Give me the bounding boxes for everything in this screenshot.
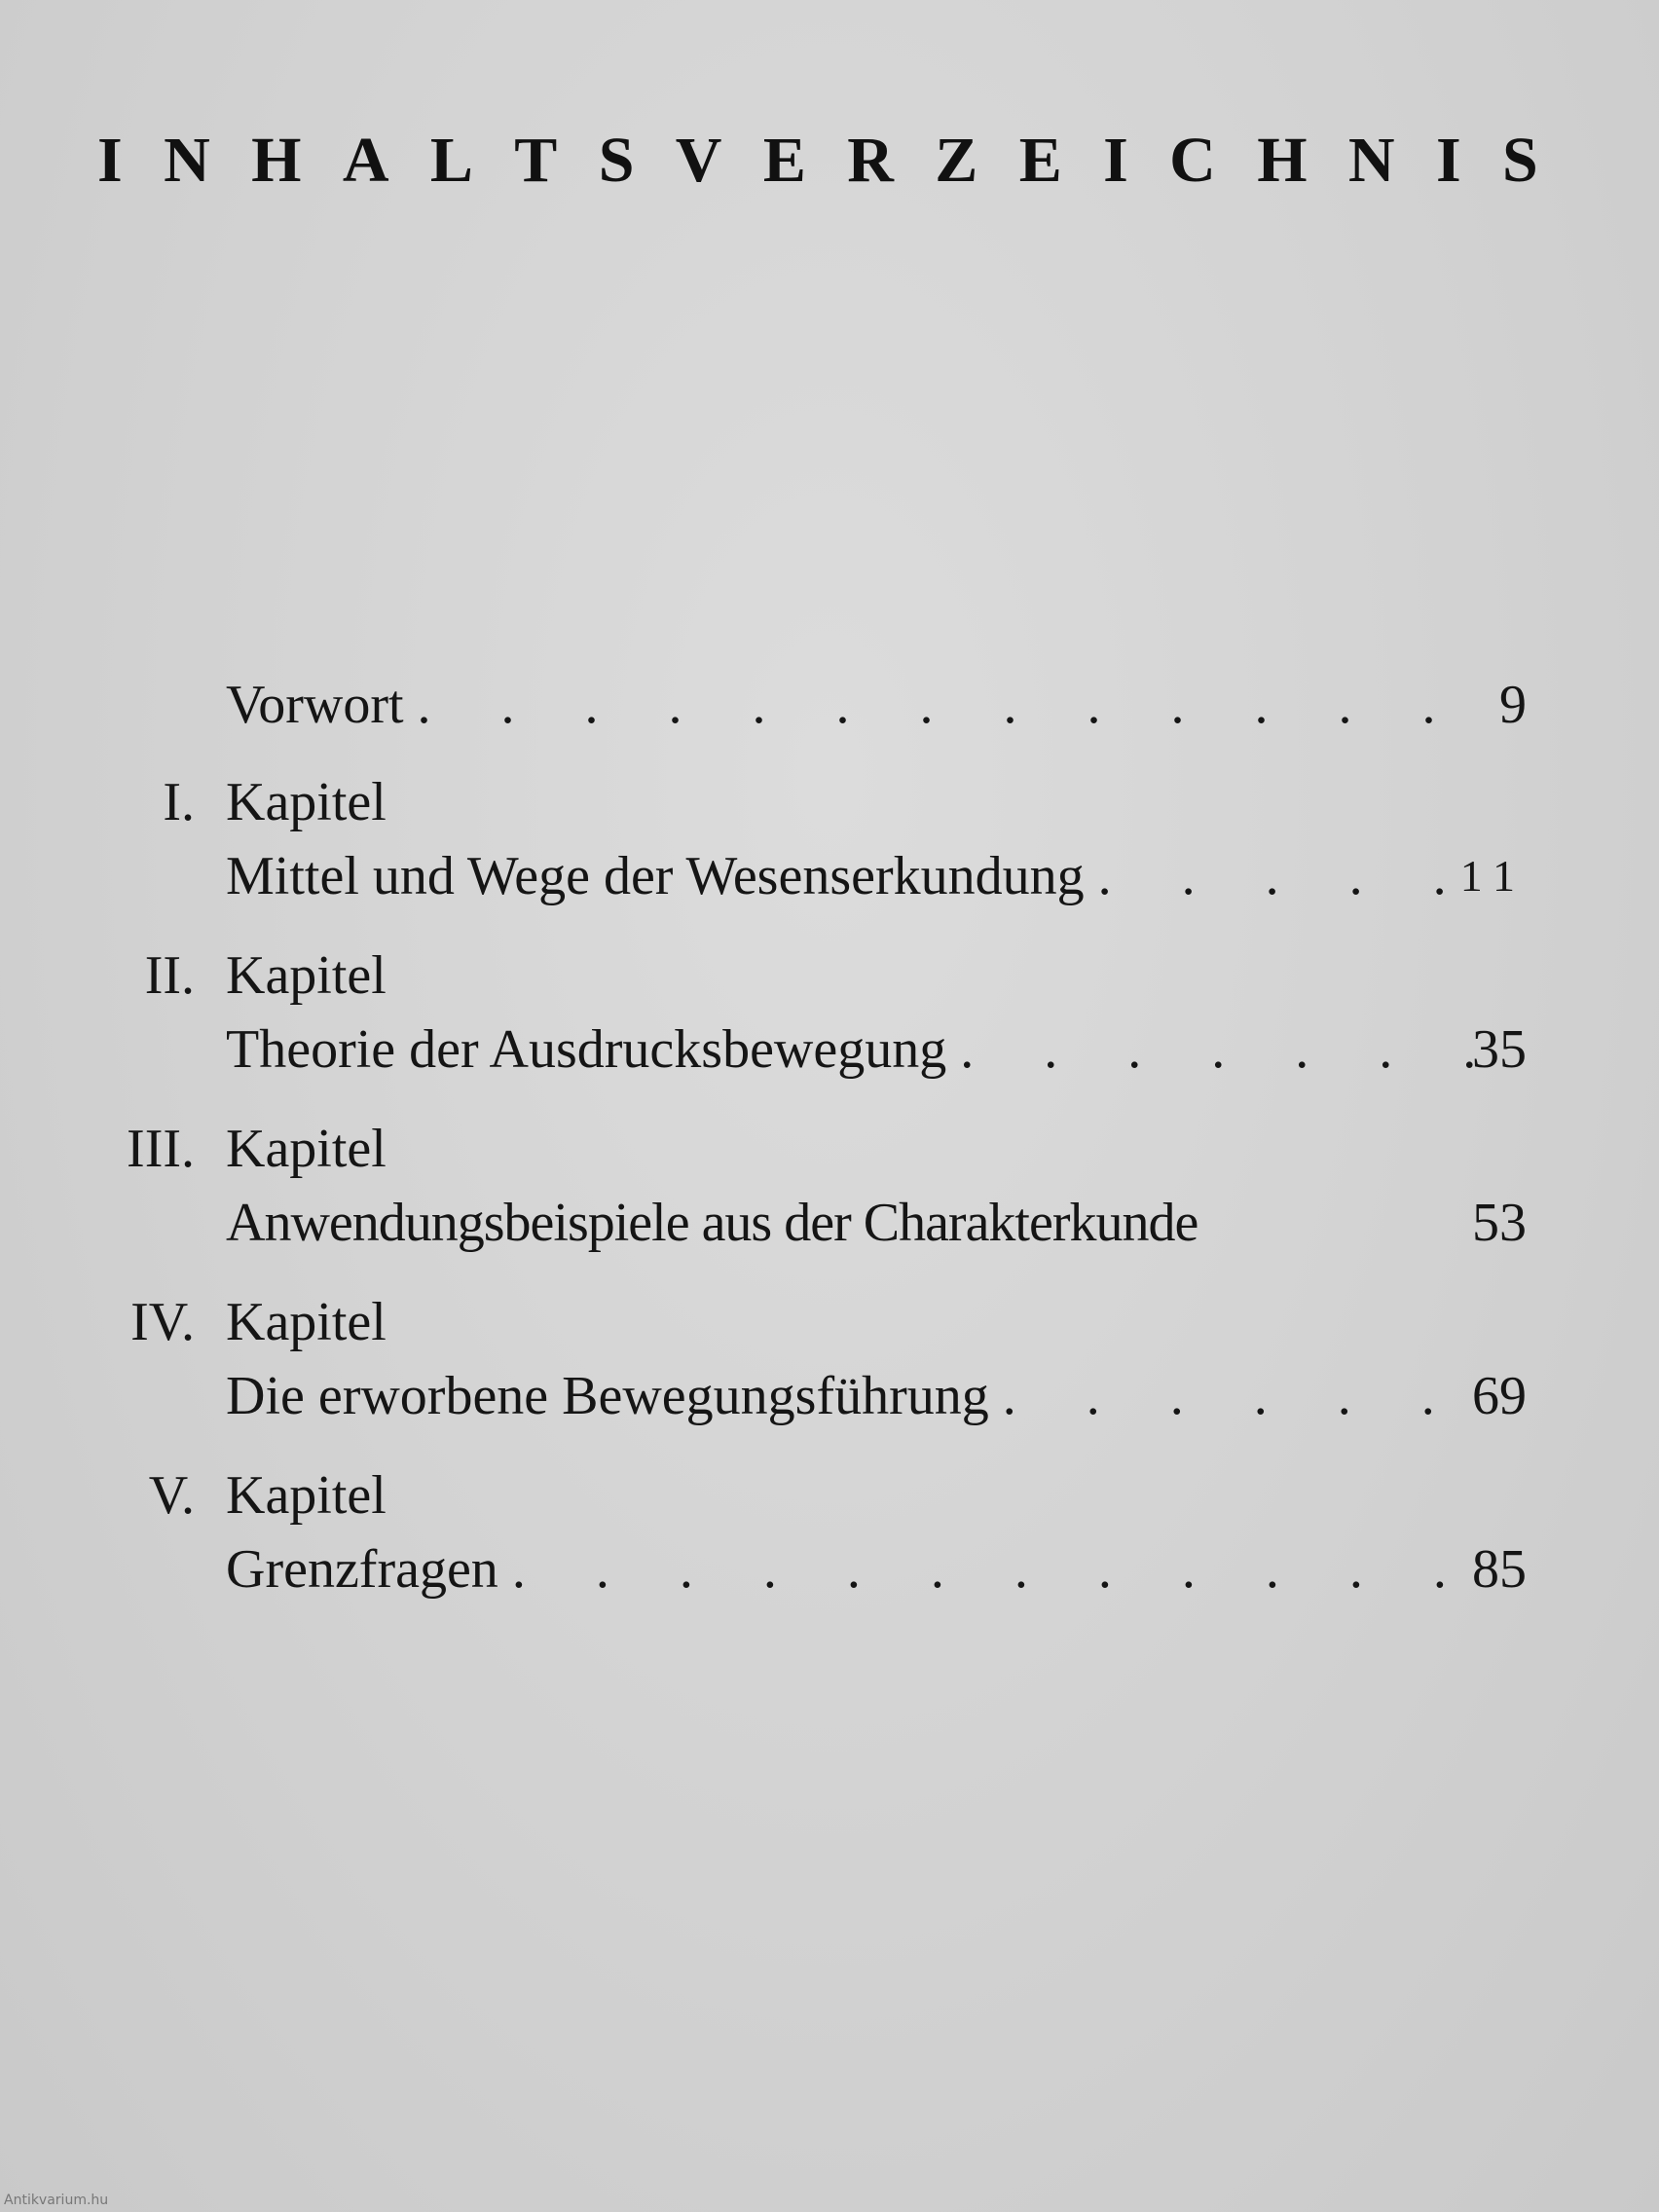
title-letter: I <box>1103 125 1128 196</box>
entry-title: Die erworbene Bewegungsführung <box>226 1366 989 1426</box>
entry-title: Vorwort <box>226 675 404 735</box>
page-number: 35 <box>1472 1019 1527 1080</box>
chapter-number: IV. <box>130 1292 195 1352</box>
chapter-heading <box>0 1460 1659 1530</box>
title-letter: S <box>1502 125 1538 196</box>
title-letter: N <box>1347 125 1395 196</box>
title-letter: R <box>847 125 894 196</box>
title-letter: I <box>1435 125 1461 196</box>
chapter-heading <box>0 767 1659 837</box>
chapter-number: V. <box>148 1465 195 1526</box>
chapter-heading <box>0 1287 1659 1357</box>
entry-title: Anwendungsbeispiele aus der Charakterkunde <box>226 1193 1198 1253</box>
page-number: 69 <box>1472 1366 1527 1426</box>
title-letter: I <box>97 125 123 196</box>
chapter-number: II. <box>144 945 195 1006</box>
chapter-label: Kapitel <box>226 772 387 832</box>
chapter-heading <box>0 940 1659 1011</box>
title-letter: S <box>598 125 635 196</box>
entry-title: Theorie der Ausdrucksbewegung <box>226 1019 947 1080</box>
title-letter: H <box>1257 125 1308 196</box>
dot-leader <box>512 1534 1478 1604</box>
chapter-label: Kapitel <box>226 1292 387 1352</box>
watermark: Antikvarium.hu <box>4 2193 109 2208</box>
dot-leader <box>1098 841 1478 911</box>
chapter-heading <box>0 1114 1659 1184</box>
chapter-label: Kapitel <box>226 1465 387 1526</box>
title-letter: V <box>675 125 722 196</box>
toc-entry <box>0 1361 1659 1431</box>
toc-entry <box>0 1188 1659 1258</box>
title-letter: T <box>514 125 558 196</box>
toc-entry <box>0 841 1659 911</box>
title-letter: E <box>1018 125 1062 196</box>
toc-entry <box>0 1014 1659 1085</box>
title-letter: Z <box>935 125 978 196</box>
chapter-label: Kapitel <box>226 945 387 1006</box>
title-letter: E <box>762 125 806 196</box>
chapter-label: Kapitel <box>226 1119 387 1179</box>
entry-title: Grenzfragen <box>226 1539 498 1600</box>
chapter-number: I. <box>163 772 195 832</box>
toc-entry-foreword <box>0 670 1659 740</box>
title-letter: H <box>251 125 302 196</box>
dot-leader <box>1003 1361 1478 1431</box>
toc-entry <box>0 1534 1659 1604</box>
dot-leader <box>418 670 1478 740</box>
page-number: 53 <box>1472 1193 1527 1253</box>
title-letter: A <box>342 125 389 196</box>
title-letter: L <box>429 125 473 196</box>
page-number: 9 <box>1499 675 1527 735</box>
entry-title: Mittel und Wege der Wesenserkundung <box>226 846 1085 906</box>
title-letter: N <box>164 125 210 196</box>
title-letter: C <box>1169 125 1216 196</box>
chapter-number: III. <box>127 1119 195 1179</box>
page-number: 85 <box>1472 1539 1527 1600</box>
page-number: 11 <box>1459 851 1527 901</box>
dot-leader <box>960 1014 1478 1085</box>
